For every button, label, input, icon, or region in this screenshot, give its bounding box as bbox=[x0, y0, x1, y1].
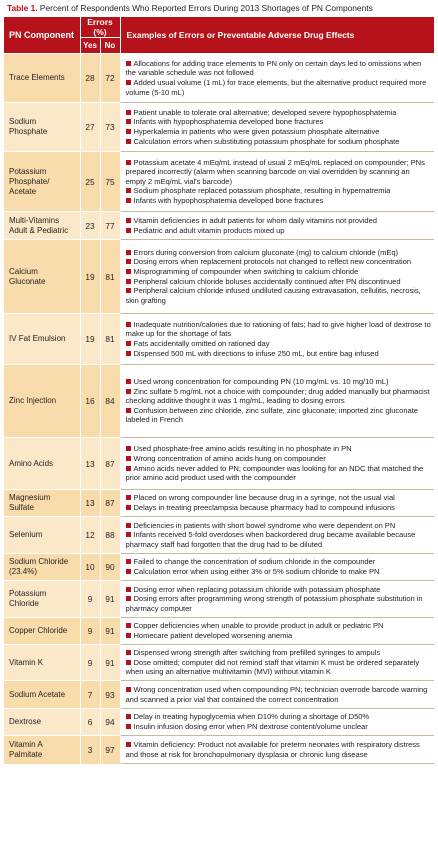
square-bullet-icon bbox=[126, 456, 131, 461]
table-row bbox=[4, 554, 434, 581]
example-text: Failed to change the concentration of sodium chloride in the compounder bbox=[133, 557, 376, 567]
example-item bbox=[126, 137, 433, 147]
example-text: Errors during conversion from calcium gluconate (mg) to calcium chloride (mEq) bbox=[133, 247, 399, 257]
row-component: Sodium Chloride (23.4%) bbox=[4, 554, 80, 581]
example-item bbox=[126, 594, 433, 613]
row-examples bbox=[120, 490, 434, 517]
square-bullet-icon bbox=[126, 279, 131, 284]
example-item bbox=[126, 339, 433, 349]
example-text: Misprogramming of compounder when switching to calcium chloride bbox=[133, 266, 359, 276]
square-bullet-icon bbox=[126, 505, 131, 510]
square-bullet-icon bbox=[126, 61, 131, 66]
row-component: Multi-Vitamins Adult & Pediatric bbox=[4, 212, 80, 240]
square-bullet-icon bbox=[126, 218, 131, 223]
example-item bbox=[126, 226, 433, 236]
example-item bbox=[126, 567, 433, 577]
table-row bbox=[4, 54, 434, 103]
example-item bbox=[126, 267, 433, 277]
header-yes: Yes bbox=[80, 38, 100, 54]
example-item bbox=[126, 685, 433, 704]
example-item bbox=[126, 722, 433, 732]
square-bullet-icon bbox=[126, 596, 131, 601]
table-caption-label: Table 1. bbox=[7, 3, 38, 13]
example-item bbox=[126, 349, 433, 359]
row-errors-yes: 9 bbox=[80, 645, 100, 681]
example-text: Vitamin deficiency: Product not available for preterm neonates with respiratory distress and those at risk for bronchopulmonary dysplasia or chronic lung disease bbox=[125, 739, 420, 759]
example-item bbox=[126, 658, 433, 677]
table-caption-text: Percent of Respondents Who Reported Errors During 2013 Shortages of PN Components bbox=[39, 3, 373, 13]
square-bullet-icon bbox=[126, 259, 131, 264]
square-bullet-icon bbox=[126, 742, 131, 747]
example-item bbox=[126, 257, 433, 267]
example-text: Allocations for adding trace elements to PN only on certain days led to omissions when the variable schedule was not followed bbox=[125, 58, 422, 78]
row-errors-no: 75 bbox=[100, 152, 120, 212]
example-item bbox=[126, 78, 433, 97]
example-item bbox=[126, 320, 433, 339]
example-text: Dosing error when replacing potassium chloride with potassium phosphate bbox=[133, 584, 381, 594]
row-errors-no: 77 bbox=[100, 212, 120, 240]
example-item bbox=[126, 712, 433, 722]
row-errors-no: 81 bbox=[100, 240, 120, 314]
row-examples bbox=[120, 103, 434, 152]
row-errors-yes: 3 bbox=[80, 736, 100, 764]
row-component: Amino Acids bbox=[4, 438, 80, 490]
table-row bbox=[4, 212, 434, 240]
row-examples bbox=[120, 240, 434, 314]
row-component: Dextrose bbox=[4, 709, 80, 736]
table-row bbox=[4, 645, 434, 681]
row-errors-yes: 25 bbox=[80, 152, 100, 212]
row-examples bbox=[120, 152, 434, 212]
table-container bbox=[4, 17, 434, 764]
row-component: Sodium Acetate bbox=[4, 681, 80, 709]
row-examples bbox=[120, 365, 434, 438]
square-bullet-icon bbox=[126, 80, 131, 85]
example-text: Insulin infusion dosing error when PN dextrose content/volume unclear bbox=[133, 722, 368, 731]
example-item bbox=[126, 186, 433, 196]
square-bullet-icon bbox=[126, 495, 131, 500]
example-text: Confusion between zinc chloride, zinc sulfate, zinc gluconate; imported zinc gluconate labeled in French bbox=[125, 405, 418, 425]
example-text: Patient unable to tolerate oral alternative; developed severe hypophosphatemia bbox=[133, 107, 397, 117]
table-body bbox=[4, 54, 434, 764]
example-text: Placed on wrong compounder line because drug in a syringe, not the usual vial bbox=[133, 493, 395, 503]
table-row bbox=[4, 709, 434, 736]
example-text: Inadequate nutrition/calories due to rationing of fats; had to give higher load of dextrose to make up for the shortage of fats bbox=[125, 319, 431, 339]
table-header bbox=[4, 17, 434, 54]
square-bullet-icon bbox=[126, 198, 131, 203]
square-bullet-icon bbox=[126, 408, 131, 413]
square-bullet-icon bbox=[126, 250, 131, 255]
square-bullet-icon bbox=[126, 446, 131, 451]
row-errors-no: 91 bbox=[100, 645, 120, 681]
row-errors-yes: 12 bbox=[80, 517, 100, 554]
example-text: Delays in treating preeclampsia because pharmacy had to compound infusions bbox=[133, 503, 395, 512]
row-errors-no: 87 bbox=[100, 490, 120, 517]
row-errors-yes: 28 bbox=[80, 54, 100, 103]
example-text: Calculation errors when substituting potassium phosphate for sodium phosphate bbox=[133, 136, 400, 146]
example-item bbox=[126, 158, 433, 187]
example-text: Peripheral calcium chloride infused undiluted causing extravasation, cellulitis, necrosis, skin grafting bbox=[125, 286, 421, 305]
square-bullet-icon bbox=[126, 228, 131, 233]
example-text: Calculation error when using either 3% or 5% sodium chloride to make PN bbox=[133, 567, 380, 576]
example-item bbox=[126, 377, 433, 387]
example-text: Homecare patient developed worsening anemia bbox=[133, 631, 293, 640]
row-examples bbox=[120, 681, 434, 709]
example-text: Infants received 5-fold overdoses when backordered drug became available because pharmacy staff had forgotten that the drug had to be diluted bbox=[125, 530, 416, 549]
example-item bbox=[126, 387, 433, 406]
row-component: IV Fat Emulsion bbox=[4, 314, 80, 365]
table-row bbox=[4, 240, 434, 314]
square-bullet-icon bbox=[126, 129, 131, 134]
example-text: Added usual volume (1 mL) for trace elements, but the alternative product required more volume (5-10 mL) bbox=[125, 78, 427, 97]
example-item bbox=[126, 406, 433, 425]
row-errors-no: 91 bbox=[100, 618, 120, 645]
row-errors-yes: 6 bbox=[80, 709, 100, 736]
row-component: Zinc Injection bbox=[4, 365, 80, 438]
row-errors-no: 73 bbox=[100, 103, 120, 152]
row-errors-no: 93 bbox=[100, 681, 120, 709]
example-text: Dispensed 500 mL with directions to infuse 250 mL, but entire bag infused bbox=[133, 348, 379, 358]
row-errors-yes: 27 bbox=[80, 103, 100, 152]
row-examples bbox=[120, 438, 434, 490]
example-item bbox=[126, 530, 433, 549]
row-errors-yes: 9 bbox=[80, 581, 100, 618]
example-item bbox=[126, 621, 433, 631]
row-errors-yes: 7 bbox=[80, 681, 100, 709]
square-bullet-icon bbox=[126, 389, 131, 394]
row-examples bbox=[120, 212, 434, 240]
row-component: Calcium Gluconate bbox=[4, 240, 80, 314]
square-bullet-icon bbox=[126, 623, 131, 628]
row-examples bbox=[120, 517, 434, 554]
example-text: Peripheral calcium chloride boluses accidentally continued after PN discontinued bbox=[133, 276, 401, 286]
row-errors-no: 87 bbox=[100, 438, 120, 490]
row-component: Trace Elements bbox=[4, 54, 80, 103]
table-row bbox=[4, 581, 434, 618]
square-bullet-icon bbox=[126, 714, 131, 719]
header-no: No bbox=[100, 38, 120, 54]
table-row bbox=[4, 152, 434, 212]
square-bullet-icon bbox=[126, 587, 131, 592]
square-bullet-icon bbox=[126, 523, 131, 528]
square-bullet-icon bbox=[126, 532, 131, 537]
example-item bbox=[126, 521, 433, 531]
square-bullet-icon bbox=[126, 379, 131, 384]
example-text: Pediatric and adult vitamin products mixed up bbox=[133, 225, 285, 235]
example-item bbox=[126, 444, 433, 454]
table-row bbox=[4, 438, 434, 490]
table-row bbox=[4, 490, 434, 517]
table-row bbox=[4, 618, 434, 645]
square-bullet-icon bbox=[126, 633, 131, 638]
example-item bbox=[126, 585, 433, 595]
example-item bbox=[126, 740, 433, 759]
square-bullet-icon bbox=[126, 351, 131, 356]
example-item bbox=[126, 648, 433, 658]
table-row bbox=[4, 681, 434, 709]
table-row bbox=[4, 517, 434, 554]
header-component: PN Component bbox=[4, 17, 80, 54]
square-bullet-icon bbox=[126, 288, 131, 293]
header-examples: Examples of Errors or Preventable Adverse Drug Effects bbox=[120, 17, 434, 54]
example-text: Copper deficiencies when unable to provide product in adult or pediatric PN bbox=[133, 621, 384, 631]
row-component: Vitamin A Palmitate bbox=[4, 736, 80, 764]
row-errors-no: 88 bbox=[100, 517, 120, 554]
row-examples bbox=[120, 54, 434, 103]
row-component: Selenium bbox=[4, 517, 80, 554]
example-item bbox=[126, 117, 433, 127]
table-row bbox=[4, 365, 434, 438]
row-errors-no: 97 bbox=[100, 736, 120, 764]
example-item bbox=[126, 277, 433, 287]
square-bullet-icon bbox=[126, 724, 131, 729]
example-text: Delay in treating hypoglycemia when D10% during a shortage of D50% bbox=[133, 712, 370, 722]
example-text: Deficiencies in patients with short bowel syndrome who were dependent on PN bbox=[133, 520, 396, 530]
example-text: Vitamin deficiencies in adult patients for whom daily vitamins not provided bbox=[133, 215, 377, 225]
row-examples bbox=[120, 314, 434, 365]
row-errors-no: 84 bbox=[100, 365, 120, 438]
row-errors-no: 72 bbox=[100, 54, 120, 103]
header-errors: Errors (%) bbox=[80, 17, 120, 38]
example-text: Sodium phosphate replaced potassium phosphate, resulting in hypernatremia bbox=[133, 186, 391, 196]
example-item bbox=[126, 196, 433, 206]
row-errors-yes: 19 bbox=[80, 314, 100, 365]
example-text: Dosing errors when replacement protocols not changed to reflect new concentration bbox=[133, 257, 411, 267]
errors-table bbox=[4, 17, 434, 764]
square-bullet-icon bbox=[126, 466, 131, 471]
example-text: Infants with hypophosphatemia developed bone fractures bbox=[133, 195, 324, 205]
square-bullet-icon bbox=[126, 341, 131, 346]
row-component: Potassium Phosphate/ Acetate bbox=[4, 152, 80, 212]
square-bullet-icon bbox=[126, 650, 131, 655]
square-bullet-icon bbox=[126, 687, 131, 692]
example-text: Wrong concentration used when compounding PN; technician overrode barcode warning and scanned a prior vial that contained the correct concentration bbox=[125, 684, 428, 704]
example-item bbox=[126, 286, 433, 305]
example-item bbox=[126, 631, 433, 641]
example-text: Infants with hypophosphatemia developed bone fractures bbox=[133, 117, 324, 127]
row-component: Copper Chloride bbox=[4, 618, 80, 645]
row-component: Potassium Chloride bbox=[4, 581, 80, 618]
example-item bbox=[126, 557, 433, 567]
row-examples bbox=[120, 618, 434, 645]
square-bullet-icon bbox=[126, 269, 131, 274]
row-examples bbox=[120, 709, 434, 736]
example-item bbox=[126, 454, 433, 464]
table-row bbox=[4, 736, 434, 764]
square-bullet-icon bbox=[126, 139, 131, 144]
example-text: Dosing errors after programming wrong strength of potassium phosphate substitution in pharmacy computer bbox=[125, 594, 423, 613]
example-item bbox=[126, 216, 433, 226]
square-bullet-icon bbox=[126, 110, 131, 115]
row-errors-no: 91 bbox=[100, 581, 120, 618]
square-bullet-icon bbox=[126, 660, 131, 665]
example-item bbox=[126, 108, 433, 118]
example-text: Dispensed wrong strength after switching from prefilled syringes to ampuls bbox=[133, 648, 381, 658]
example-item bbox=[126, 59, 433, 78]
square-bullet-icon bbox=[126, 559, 131, 564]
square-bullet-icon bbox=[126, 160, 131, 165]
example-text: Hyperkalemia in patients who were given potassium phosphate alternative bbox=[133, 127, 380, 136]
square-bullet-icon bbox=[126, 322, 131, 327]
row-component: Sodium Phosphate bbox=[4, 103, 80, 152]
example-text: Wrong concentration of amino acids hung on compounder bbox=[133, 453, 326, 463]
example-text: Zinc sulfate 5 mg/mL not a choice with compounder; drug added manually but pharmacist checking additive thought it was 1 mg/mL, leading to dosing errors bbox=[125, 386, 430, 406]
row-errors-yes: 19 bbox=[80, 240, 100, 314]
example-text: Fats accidentally omitted on rationed day bbox=[133, 339, 270, 348]
row-errors-yes: 9 bbox=[80, 618, 100, 645]
row-errors-yes: 16 bbox=[80, 365, 100, 438]
table-row bbox=[4, 103, 434, 152]
row-examples bbox=[120, 645, 434, 681]
row-component: Magnesium Sulfate bbox=[4, 490, 80, 517]
row-component: Vitamin K bbox=[4, 645, 80, 681]
example-item bbox=[126, 464, 433, 483]
example-text: Potassium acetate 4 mEq/mL instead of usual 2 mEq/mL replaced on compounder; PNs prepared incorrectly (alarm when scanning barcode on vial overridden by scanning an empty 2 mEq/mL vial's barcode) bbox=[125, 157, 425, 186]
row-errors-no: 90 bbox=[100, 554, 120, 581]
example-item bbox=[126, 127, 433, 137]
row-errors-no: 81 bbox=[100, 314, 120, 365]
row-errors-yes: 13 bbox=[80, 438, 100, 490]
example-text: Used wrong concentration for compounding PN (10 mg/mL vs. 10 mg/10 mL) bbox=[133, 377, 389, 387]
table-caption bbox=[7, 3, 434, 14]
row-errors-no: 94 bbox=[100, 709, 120, 736]
example-item bbox=[126, 493, 433, 503]
row-errors-yes: 23 bbox=[80, 212, 100, 240]
row-errors-yes: 10 bbox=[80, 554, 100, 581]
square-bullet-icon bbox=[126, 569, 131, 574]
square-bullet-icon bbox=[126, 119, 131, 124]
row-examples bbox=[120, 554, 434, 581]
row-examples bbox=[120, 581, 434, 618]
row-examples bbox=[120, 736, 434, 764]
example-text: Used phosphate-free amino acids resulting in no phosphate in PN bbox=[133, 444, 352, 454]
table-row bbox=[4, 314, 434, 365]
example-text: Dose omitted; computer did not remind staff that vitamin K must be ordered separately when using an alternative multivitamin (MVI) without vitamin K bbox=[125, 657, 420, 677]
example-item bbox=[126, 248, 433, 258]
square-bullet-icon bbox=[126, 188, 131, 193]
example-text: Amino acids never added to PN; compounder was looking for an NDC that matched the prior amino acid product used with the compounder bbox=[125, 463, 424, 483]
row-errors-yes: 13 bbox=[80, 490, 100, 517]
example-item bbox=[126, 503, 433, 513]
